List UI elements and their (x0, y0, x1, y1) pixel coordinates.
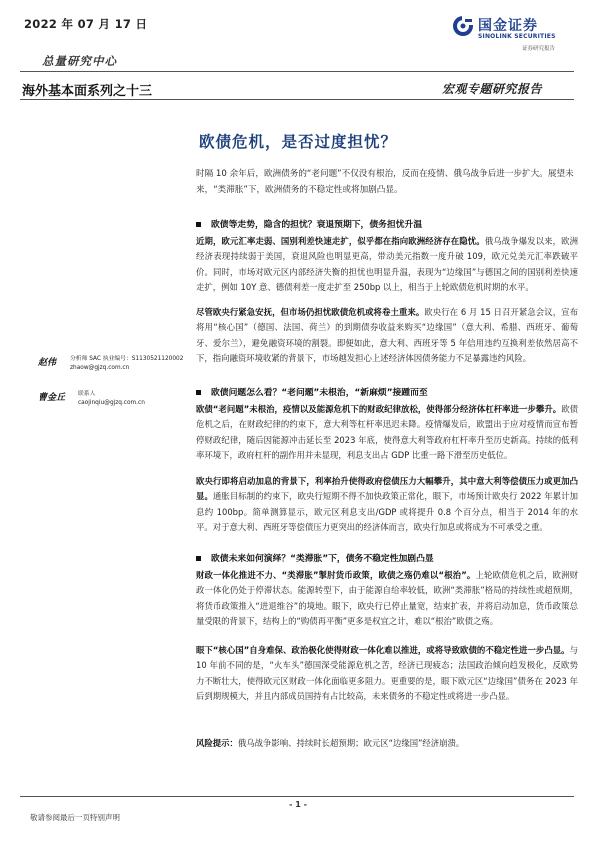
disclaimer-note: 敬请参阅最后一页特别声明 (30, 813, 120, 822)
series-name: 海外基本面系列之十三 (22, 84, 153, 99)
report-title: 欧债危机，是否过度担忧？ (198, 133, 397, 151)
bullet-square-icon (196, 556, 201, 561)
author-1 (38, 355, 188, 373)
logo-text-en: SINOLINK SECURITIES (478, 33, 556, 40)
logo-subtitle: 证券研究报告 (522, 46, 556, 52)
author-2-name: 曹金丘 (38, 393, 66, 403)
author-2-role: 联系人 (78, 391, 96, 397)
paragraph-2-2: 欧央行即将启动加息的背景下，利率抬升使得政府偿债压力大幅攀升，其中意大利等偿债压力或更加凸显。通胀目标制的约束下，欧央行短期不得不加快政策正常化，眼下，市场预计欧央行 2022 年累计加息约 100bp。简单测算显示，欧元区利息支出/GDP 或将提升 0.8 个百分点，相当于 2014 年的水平。对于意大利、西班牙等偿债压力更突出的经济体而言，欧央行加息或将成为不可承受之重。 (196, 476, 578, 533)
author-2-email[interactable]: caojinqiu@gjzq.com.cn (78, 400, 145, 406)
paragraph-3-2: 眼下“核心国”自身难保、政治极化使得财政一体化难以推进，或将导致欧债的不稳定性进一步凸显。与 10 年前不同的是，“火车头”德国深受能源危机之苦，经济已现疲态；法国政治倾向趋发极化，反欧势力不断壮大，使得欧元区财政一体化面临更多阻力。更重要的是，眼下欧元区“边缘国”债务在 2023 年后到期规模大，并且内部成员国持有占比较高，未来债务的不稳定性或将进一步凸显。 (196, 645, 578, 702)
author-2 (38, 390, 188, 408)
footer-divider (20, 796, 574, 797)
section-heading-3: 欧债未来如何演绎？“类滞胀”下，债务不稳定性加剧凸显 (196, 551, 578, 564)
company-logo (452, 13, 572, 53)
risk-warning: 风险提示：俄乌战争影响、持续时长超预期；欧元区“边缘国”经济崩溃。 (196, 738, 465, 748)
paragraph-2-1: 欧债“老问题”未根治，疫情以及能源危机下的财政纪律放松，使得部分经济体杠杆率进一步攀升。欧债危机之后，在财政纪律的约束下，意大利等杠杆率迅迟未降。疫情爆发后，欧盟出于应对疫情而宣布暂停财政纪律，随后因能源冲击延长至 2023 年底，使得意大利等政府杠杆率升至历史新高。持续的低利率环境下，政府杠杆的副作用并未显现，利息支出占 GDP 比重一路下滑至历史低位。 (196, 404, 578, 461)
bullet-square-icon (196, 390, 201, 395)
sinolink-logo-icon (452, 15, 474, 37)
header-divider-bottom (20, 99, 574, 100)
author-1-name: 赵伟 (38, 358, 57, 368)
logo-text-cn: 国金证券 (478, 18, 538, 34)
page-number: - 1 - (289, 800, 307, 809)
report-type: 宏观专题研究报告 (442, 82, 543, 96)
section-heading-1: 欧债等走势，隐含的担忧？衰退预期下，债务担忧升温 (196, 217, 578, 230)
author-1-role: 分析师 SAC 执业编号：S1130521120002 (70, 356, 184, 362)
paragraph-3-1: 财政一体化推进不力、“类滞胀”掣肘货币政策，欧债之殇仍难以“根治”。上轮欧债危机之后，欧洲财政一体化仍处于停滞状态。能源转型下，由于能源自给率较低，欧洲“类滞胀”格局的持续性或超预期，将货币政策推入“进退维谷”的境地。眼下，欧央行已停止量宽，结束扩表，并将启动加息，货币政策总量受限的背景下，结构上的“购债再平衡”更多是权宜之计，难以“根治”欧债之殇。 (196, 570, 579, 627)
section-heading-2: 欧债问题怎么看？“老问题”未根治，“新麻烦”接踵而至 (196, 385, 578, 398)
department-name: 总量研究中心 (42, 54, 117, 68)
bullet-square-icon (196, 222, 201, 227)
author-1-email[interactable]: zhaow@gjzq.com.cn (70, 365, 130, 371)
report-lead: 时隔 10 余年后，欧洲债务的“老问题”不仅没有根治，反而在疫情、俄乌战争后进一步扩大。展望未来，“类滞胀”下，欧洲债务的不稳定性或将加剧凸显。 (196, 169, 574, 195)
report-date: 2022 年 07 月 17 日 (24, 17, 148, 31)
paragraph-1-2: 尽管欧央行紧急安抚，但市场仍担忧欧债危机或将卷土重来。欧央行在 6 月 15 日召开紧急会议，宣布将用“核心国”（德国、法国、荷兰）的到期债券收益来购买“边缘国”（意大利、希腊、西班牙、葡萄牙、爱尔兰），避免融资环境的割裂。即便如此，意大利、西班牙等 5 年信用违约互换利差依然居高不下，指向融资环境收紧的背景下，市场越发担心上述经济体因债务能力不足暴露违约风险。 (196, 307, 578, 364)
paragraph-1-1: 近期，欧元汇率走弱、国别利差快速走扩，似乎都在指向欧洲经济存在隐忧。俄乌战争爆发以来，欧洲经济表现持续弱于美国，衰退风险也明显更高，带动美元指数一度升破 109，欧元兑美元汇率跌破平价。同时，市场对欧元区内部经济失衡的担忧也明显升温，表现为“边缘国”与德国之间的国别利差快速走扩，例如 10Y 意、德债利差一度走扩至 250bp 以上，相当于上轮欧债危机时期的水平。 (196, 236, 579, 293)
header-divider-top (20, 71, 574, 72)
